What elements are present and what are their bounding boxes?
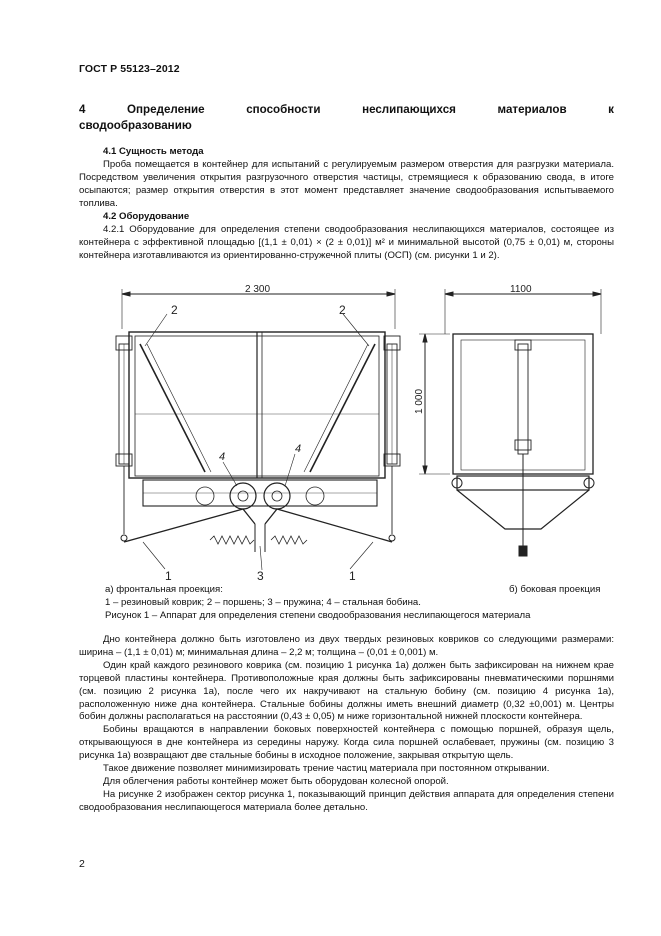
document-header: ГОСТ Р 55123–2012 (79, 63, 180, 75)
paragraph: Один край каждого резинового коврика (см. позицию 1 рисунка 1а) должен быть зафиксирован на нижнем крае торцевой пластины контейнера. Противоположные края должны быть зафиксированы пневматическими поршнями (см. позицию 2 рисунка 1а), после чего их накручивают на стальную бобину (см. позицию 4 рисунка 1а), расположенную ниже дна контейнера. Стальные бобины должны иметь внешний диаметр (0,32 ±0,001) м. Центры бобин должны располагаться на расстоянии (0,43 ± 0,05) м ниже горизонтальной нижней плоскости контейнера. (79, 659, 614, 723)
subsection-heading: 4.1 Сущность метода (103, 146, 204, 157)
label-2-right: 2 (339, 303, 346, 317)
caption-side: б) боковая проекция (509, 584, 601, 595)
caption-front: а) фронтальная проекция: (105, 584, 223, 595)
dim-side-label: 1100 (510, 284, 532, 295)
paragraph: Такое движение позволяет минимизировать трение частиц материала при постоянном открывании. (103, 763, 550, 775)
paragraph: Дно контейнера должно быть изготовлено из двух твердых резиновых ковриков со следующими размерами: ширина – (1,1 ± 0,01) м; минимальная длина – 2,2 м; толщина – (0,01 ± 0,001) м. (79, 634, 614, 658)
paragraph: Бобины вращаются в направлении боковых поверхностей контейнера с помощью поршней, образуя щель, открывающуюся в дне контейнера из середины наружу. Когда сила поршней ослабевает, пружины (см. позицию 3 рисунка 1а) возвращают две стальные бобины в исходное положение, закрывая открытую щель. (79, 724, 614, 762)
section-title-word: Определение (127, 103, 205, 116)
subsection-4-1 (79, 146, 614, 211)
section-title-word: к (608, 103, 614, 116)
dim-width-label: 2 300 (245, 284, 271, 295)
paragraph: Проба помещается в контейнер для испытаний с регулируемым размером отверстия для разгрузки материала. Посредством увеличения открытия разгрузочного отверстия частицы, стремящиеся к образованию свода, в итоге осыпаются; размер открытия отверстия в этот момент представляет значение сводообразования испытываемого топлива. (79, 158, 614, 209)
section-number: 4 (79, 103, 86, 116)
paragraph: Для облегчения работы контейнер может быть оборудован колесной опорой. (103, 775, 449, 787)
section-title (79, 102, 614, 134)
label-2-left: 2 (171, 303, 178, 317)
label-4-left: 4 (219, 451, 226, 463)
paragraph: 4.2.1 Оборудование для определения степени сводообразования неслипающихся материалов, состоящее из контейнера с эффективной площадью [(1,1 ± 0,01) × (2 ± 0,01)] м² и минимальной высотой (0,75 ± 0,01) м, стороны контейнера изготавливаются из ориентированно-стружечной плиты (ОСП) (см. рисунки 1 и 2). (79, 223, 614, 261)
subsection-4-2 (79, 211, 614, 263)
page-number: 2 (79, 858, 85, 870)
figure-title: Рисунок 1 – Аппарат для определения степени сводообразования неслипающегося материала (105, 610, 531, 621)
apparatus-drawing (105, 284, 615, 584)
label-1-left: 1 (165, 569, 172, 583)
body-text (79, 634, 614, 815)
label-1-right: 1 (349, 569, 356, 583)
label-3: 3 (257, 569, 264, 583)
section-title-line2: сводообразованию (79, 119, 192, 132)
section-title-word: неслипающихся (362, 103, 456, 116)
section-title-word: материалов (497, 103, 567, 116)
paragraph: На рисунке 2 изображен сектор рисунка 1, показывающий принцип действия аппарата для определения степени сводообразования неслипающегося материала более детально. (79, 788, 614, 813)
section-title-word: способности (246, 103, 321, 116)
figure-legend: 1 – резиновый коврик; 2 – поршень; 3 – пружина; 4 – стальная бобина. (105, 597, 421, 608)
subsection-heading: 4.2 Оборудование (103, 211, 190, 222)
label-4-right: 4 (295, 443, 302, 455)
dim-height-label: 1 000 (414, 388, 425, 414)
